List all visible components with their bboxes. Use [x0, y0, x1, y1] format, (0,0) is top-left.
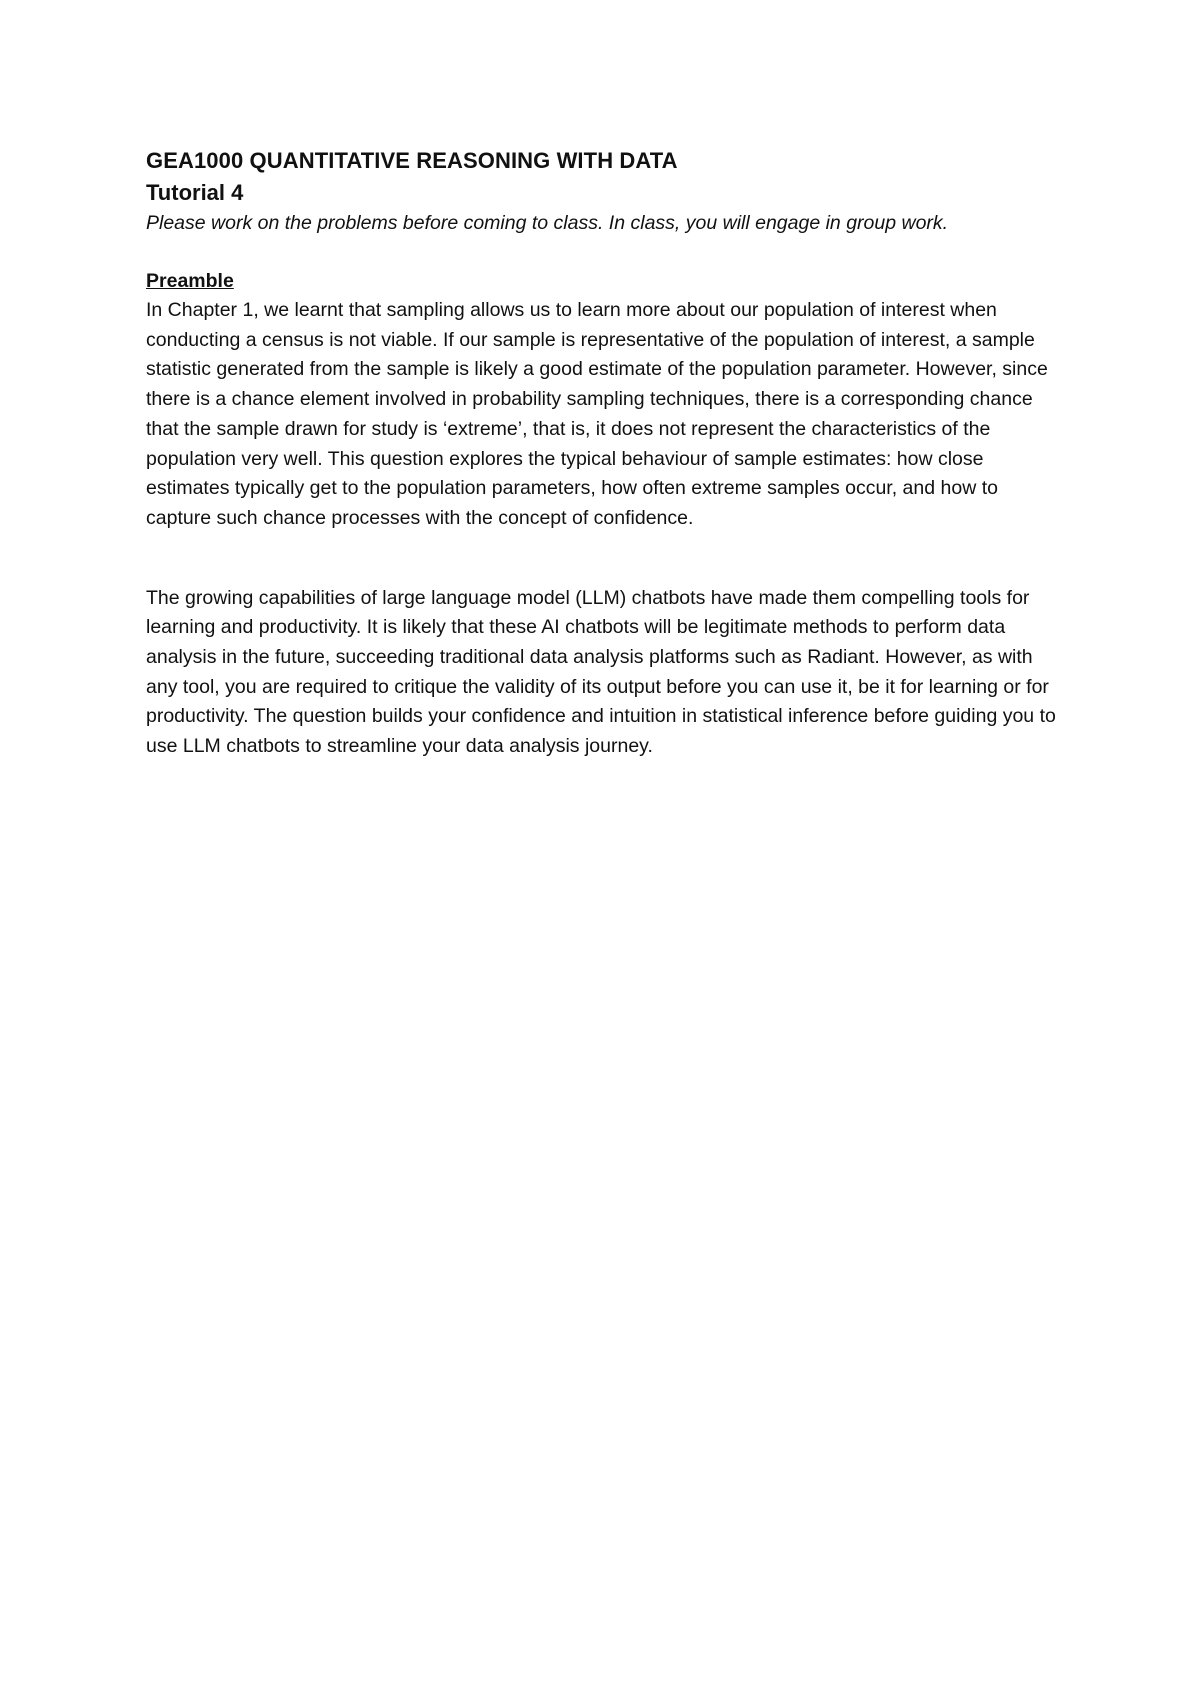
document-body	[146, 146, 1066, 762]
preamble-heading: Preamble	[146, 270, 234, 292]
tutorial-title: Tutorial 4	[146, 180, 244, 205]
preamble-paragraph-2: The growing capabilities of large language model (LLM) chatbots have made them compelling tools for learning and productivity. It is likely that these AI chatbots will be legitimate methods to perform data analysis in the future, succeeding traditional data analysis platforms such as Radiant. However, as with any tool, you are required to critique the validity of its output before you can use it, be it for learning or for productivity. The question builds your confidence and intuition in statistical inference before guiding you to use LLM chatbots to streamline your data analysis journey.	[146, 586, 1056, 758]
course-title: GEA1000 QUANTITATIVE REASONING WITH DATA	[146, 148, 678, 173]
instructions-text: Please work on the problems before coming to class. In class, you will engage in group work.	[146, 212, 949, 234]
preamble-paragraph-1: In Chapter 1, we learnt that sampling allows us to learn more about our population of interest when conducting a census is not viable. If our sample is representative of the population of interest, a sample statistic generated from the sample is likely a good estimate of the population parameter. However, since there is a chance element involved in probability sampling techniques, there is a corresponding chance that the sample drawn for study is ‘extreme’, that is, it does not represent the characteristics of the population very well. This question explores the typical behaviour of sample estimates: how close estimates typically get to the population parameters, how often extreme samples occur, and how to capture such chance processes with the concept of confidence.	[146, 299, 1048, 529]
